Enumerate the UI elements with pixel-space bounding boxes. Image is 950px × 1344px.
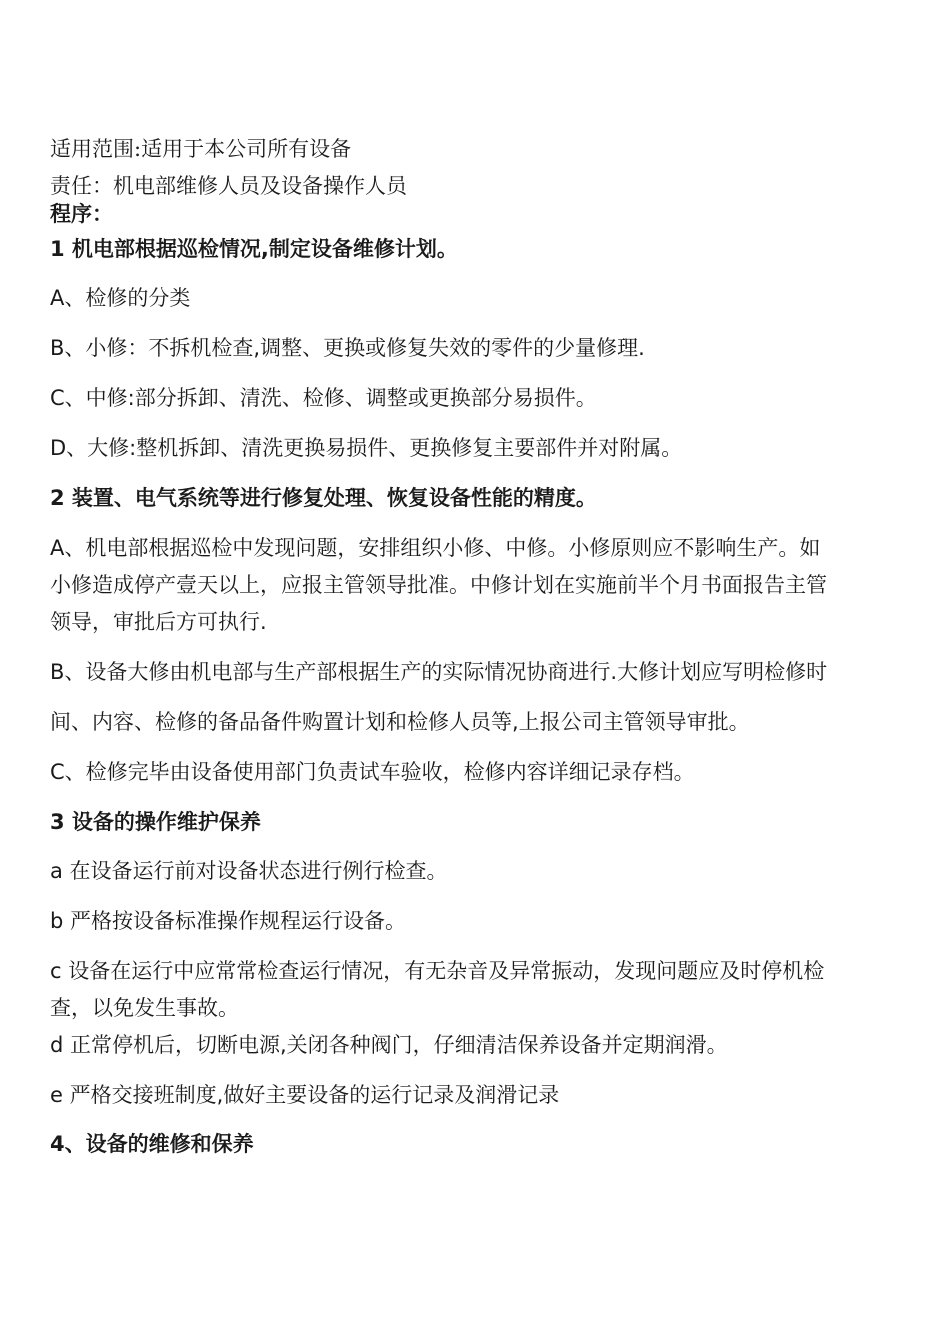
section3-heading: 3 设备的操作维护保养: [50, 810, 261, 834]
section2-item-a-line1: A、机电部根据巡检中发现问题，安排组织小修、中修。小修原则应不影响生产。如: [50, 536, 821, 560]
section1-item-a: A、检修的分类: [50, 286, 191, 310]
section2-item-b-line1: B、设备大修由机电部与生产部根据生产的实际情况协商进行.大修计划应写明检修时: [50, 660, 828, 684]
section3-item-b: b 严格按设备标准操作规程运行设备。: [50, 909, 407, 933]
section3-item-c-line1: c 设备在运行中应常常检查运行情况，有无杂音及异常振动，发现问题应及时停机检: [50, 959, 825, 983]
section1-item-b: B、小修：不拆机检查,调整、更换或修复失效的零件的少量修理.: [50, 336, 645, 360]
section3-item-c-line2: 查，以免发生事故。: [50, 996, 239, 1020]
section2-item-c: C、检修完毕由设备使用部门负责试车验收，检修内容详细记录存档。: [50, 760, 695, 784]
section2-heading: 2 装置、电气系统等进行修复处理、恢复设备性能的精度。: [50, 486, 597, 510]
section2-item-a-line3: 领导，审批后方可执行.: [50, 610, 267, 634]
scope-line: 适用范围:适用于本公司所有设备: [50, 137, 352, 161]
section3-item-d: d 正常停机后，切断电源,关闭各种阀门，仔细清洁保养设备并定期润滑。: [50, 1033, 728, 1057]
section1-item-d: D、大修:整机拆卸、清洗更换易损件、更换修复主要部件并对附属。: [50, 436, 683, 460]
section3-item-a: a 在设备运行前对设备状态进行例行检查。: [50, 859, 448, 883]
section2-item-a-line2: 小修造成停产壹天以上，应报主管领导批准。中修计划在实施前半个月书面报告主管: [50, 573, 827, 597]
section2-item-b-line2: 间、内容、检修的备品备件购置计划和检修人员等,上报公司主管领导审批。: [50, 710, 750, 734]
section4-heading: 4、设备的维修和保养: [50, 1132, 254, 1156]
responsibility-line: 责任：机电部维修人员及设备操作人员: [50, 174, 407, 198]
section1-heading: 1 机电部根据巡检情况,制定设备维修计划。: [50, 237, 458, 261]
procedure-label: 程序：: [50, 202, 113, 226]
section1-item-c: C、中修:部分拆卸、清洗、检修、调整或更换部分易损件。: [50, 386, 597, 410]
section3-item-e: e 严格交接班制度,做好主要设备的运行记录及润滑记录: [50, 1083, 560, 1107]
